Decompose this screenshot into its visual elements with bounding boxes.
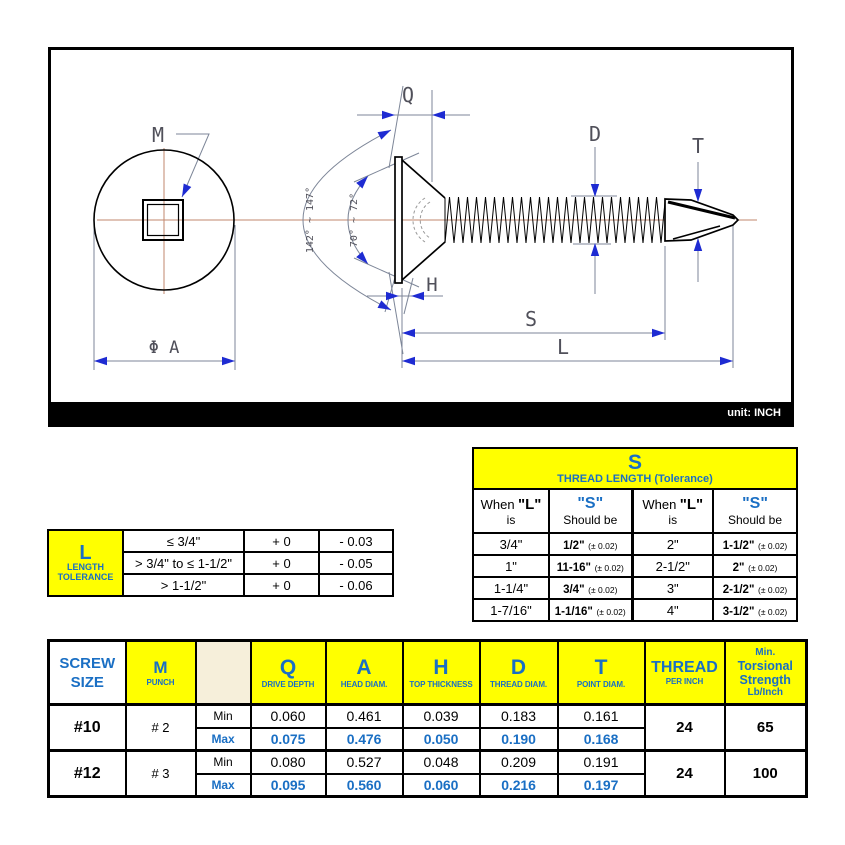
l-value: 1-7/16" bbox=[473, 599, 549, 621]
dim-label-t: T bbox=[691, 134, 705, 158]
header-row bbox=[49, 641, 807, 705]
col-header-d: D THREAD DIAM. bbox=[480, 641, 558, 705]
l-value: 3/4" bbox=[473, 533, 549, 555]
s-value: 3-1/2" (± 0.02) bbox=[713, 599, 797, 621]
col-header-when-l: When "L" is bbox=[473, 489, 549, 533]
length-tolerance-table bbox=[47, 529, 394, 597]
dim-label-q: Q bbox=[401, 83, 415, 107]
s-value: 1-1/2" (± 0.02) bbox=[713, 533, 797, 555]
screw-engineering-drawing bbox=[51, 50, 791, 402]
s-title: S bbox=[627, 450, 642, 474]
q-value: 0.060 bbox=[251, 705, 326, 728]
unit-bar bbox=[51, 402, 791, 424]
col-header-h: H TOP THICKNESS bbox=[403, 641, 480, 705]
l-value: 1" bbox=[473, 555, 549, 577]
h-value: 0.039 bbox=[403, 705, 480, 728]
a-value: 0.560 bbox=[326, 774, 403, 797]
length-range: > 1-1/2" bbox=[123, 574, 244, 596]
minus-tolerance: - 0.06 bbox=[319, 574, 393, 596]
col-header-when-l: When "L" is bbox=[632, 489, 713, 533]
angle-label-cone: 70° ~ 72° bbox=[349, 192, 360, 248]
table-row bbox=[473, 533, 797, 555]
t-value: 0.191 bbox=[558, 751, 645, 774]
technical-drawing-panel bbox=[48, 47, 794, 427]
col-header-q: Q DRIVE DEPTH bbox=[251, 641, 326, 705]
screw-size-value: #10 bbox=[49, 705, 126, 751]
min-max-label: Max bbox=[196, 774, 251, 797]
s-value: 3/4" (± 0.02) bbox=[549, 577, 632, 599]
plus-tolerance: + 0 bbox=[244, 552, 319, 574]
minus-tolerance: - 0.05 bbox=[319, 552, 393, 574]
a-value: 0.461 bbox=[326, 705, 403, 728]
dim-label-s: S bbox=[524, 307, 538, 331]
thread-zone bbox=[445, 197, 665, 243]
dim-label-d: D bbox=[588, 122, 602, 146]
min-max-label: Max bbox=[196, 728, 251, 751]
l-value: 2" bbox=[632, 533, 713, 555]
col-header-s-should-be: "S" Should be bbox=[713, 489, 797, 533]
length-range: > 3/4" to ≤ 1-1/2" bbox=[123, 552, 244, 574]
table-row bbox=[49, 751, 807, 774]
q-value: 0.075 bbox=[251, 728, 326, 751]
s-subtitle: THREAD LENGTH (Tolerance) bbox=[557, 472, 713, 485]
unit-label: unit: INCH bbox=[727, 407, 781, 419]
dim-label-phi-a: Φ A bbox=[148, 338, 180, 358]
s-value: 2-1/2" (± 0.02) bbox=[713, 577, 797, 599]
dim-label-h: H bbox=[426, 274, 438, 296]
s-value: 1-1/16" (± 0.02) bbox=[549, 599, 632, 621]
min-max-label: Min bbox=[196, 751, 251, 774]
table-row bbox=[473, 555, 797, 577]
col-header-torsional-strength: Min. Torsional Strength Lb/Inch bbox=[725, 641, 807, 705]
h-value: 0.060 bbox=[403, 774, 480, 797]
t-value: 0.168 bbox=[558, 728, 645, 751]
a-value: 0.476 bbox=[326, 728, 403, 751]
min-max-label: Min bbox=[196, 705, 251, 728]
t-value: 0.197 bbox=[558, 774, 645, 797]
h-value: 0.048 bbox=[403, 751, 480, 774]
angle-label-head: 142° ~ 147° bbox=[305, 186, 316, 254]
t-value: 0.161 bbox=[558, 705, 645, 728]
screw-side-view bbox=[395, 157, 738, 283]
col-header-screw-size: SCREW SIZE bbox=[49, 641, 126, 705]
d-value: 0.183 bbox=[480, 705, 558, 728]
d-value: 0.190 bbox=[480, 728, 558, 751]
punch-value: # 2 bbox=[126, 705, 196, 751]
l-value: 3" bbox=[632, 577, 713, 599]
minus-tolerance: - 0.03 bbox=[319, 530, 393, 552]
screw-spec-table bbox=[47, 639, 808, 798]
a-value: 0.527 bbox=[326, 751, 403, 774]
d-value: 0.216 bbox=[480, 774, 558, 797]
torsional-strength-value: 100 bbox=[725, 751, 807, 797]
s-value: 1/2" (± 0.02) bbox=[549, 533, 632, 555]
table-row bbox=[49, 705, 807, 728]
plus-tolerance: + 0 bbox=[244, 574, 319, 596]
dim-label-m: M bbox=[151, 123, 165, 147]
q-value: 0.095 bbox=[251, 774, 326, 797]
punch-value: # 3 bbox=[126, 751, 196, 797]
plus-tolerance: + 0 bbox=[244, 530, 319, 552]
col-header-thread-per-inch: THREAD PER INCH bbox=[645, 641, 725, 705]
col-header-m-punch: M PUNCH bbox=[126, 641, 196, 705]
dim-label-l: L bbox=[556, 335, 570, 359]
length-tolerance-header: L LENGTH TOLERANCE bbox=[48, 530, 123, 596]
s-value: 2" (± 0.02) bbox=[713, 555, 797, 577]
thread-per-inch-value: 24 bbox=[645, 705, 725, 751]
table-row bbox=[48, 530, 393, 552]
thread-length-table-header bbox=[473, 448, 797, 489]
blank-header-cell bbox=[196, 641, 251, 705]
length-range: ≤ 3/4" bbox=[123, 530, 244, 552]
table-row bbox=[473, 599, 797, 621]
col-header-s-should-be: "S" Should be bbox=[549, 489, 632, 533]
l-value: 1-1/4" bbox=[473, 577, 549, 599]
screw-size-value: #12 bbox=[49, 751, 126, 797]
col-header-a: A HEAD DIAM. bbox=[326, 641, 403, 705]
torsional-strength-value: 65 bbox=[725, 705, 807, 751]
thread-length-table bbox=[472, 447, 798, 622]
h-value: 0.050 bbox=[403, 728, 480, 751]
col-header-t: T POINT DIAM. bbox=[558, 641, 645, 705]
q-value: 0.080 bbox=[251, 751, 326, 774]
table-row bbox=[473, 577, 797, 599]
d-value: 0.209 bbox=[480, 751, 558, 774]
s-value: 11-16" (± 0.02) bbox=[549, 555, 632, 577]
l-value: 4" bbox=[632, 599, 713, 621]
thread-per-inch-value: 24 bbox=[645, 751, 725, 797]
l-value: 2-1/2" bbox=[632, 555, 713, 577]
